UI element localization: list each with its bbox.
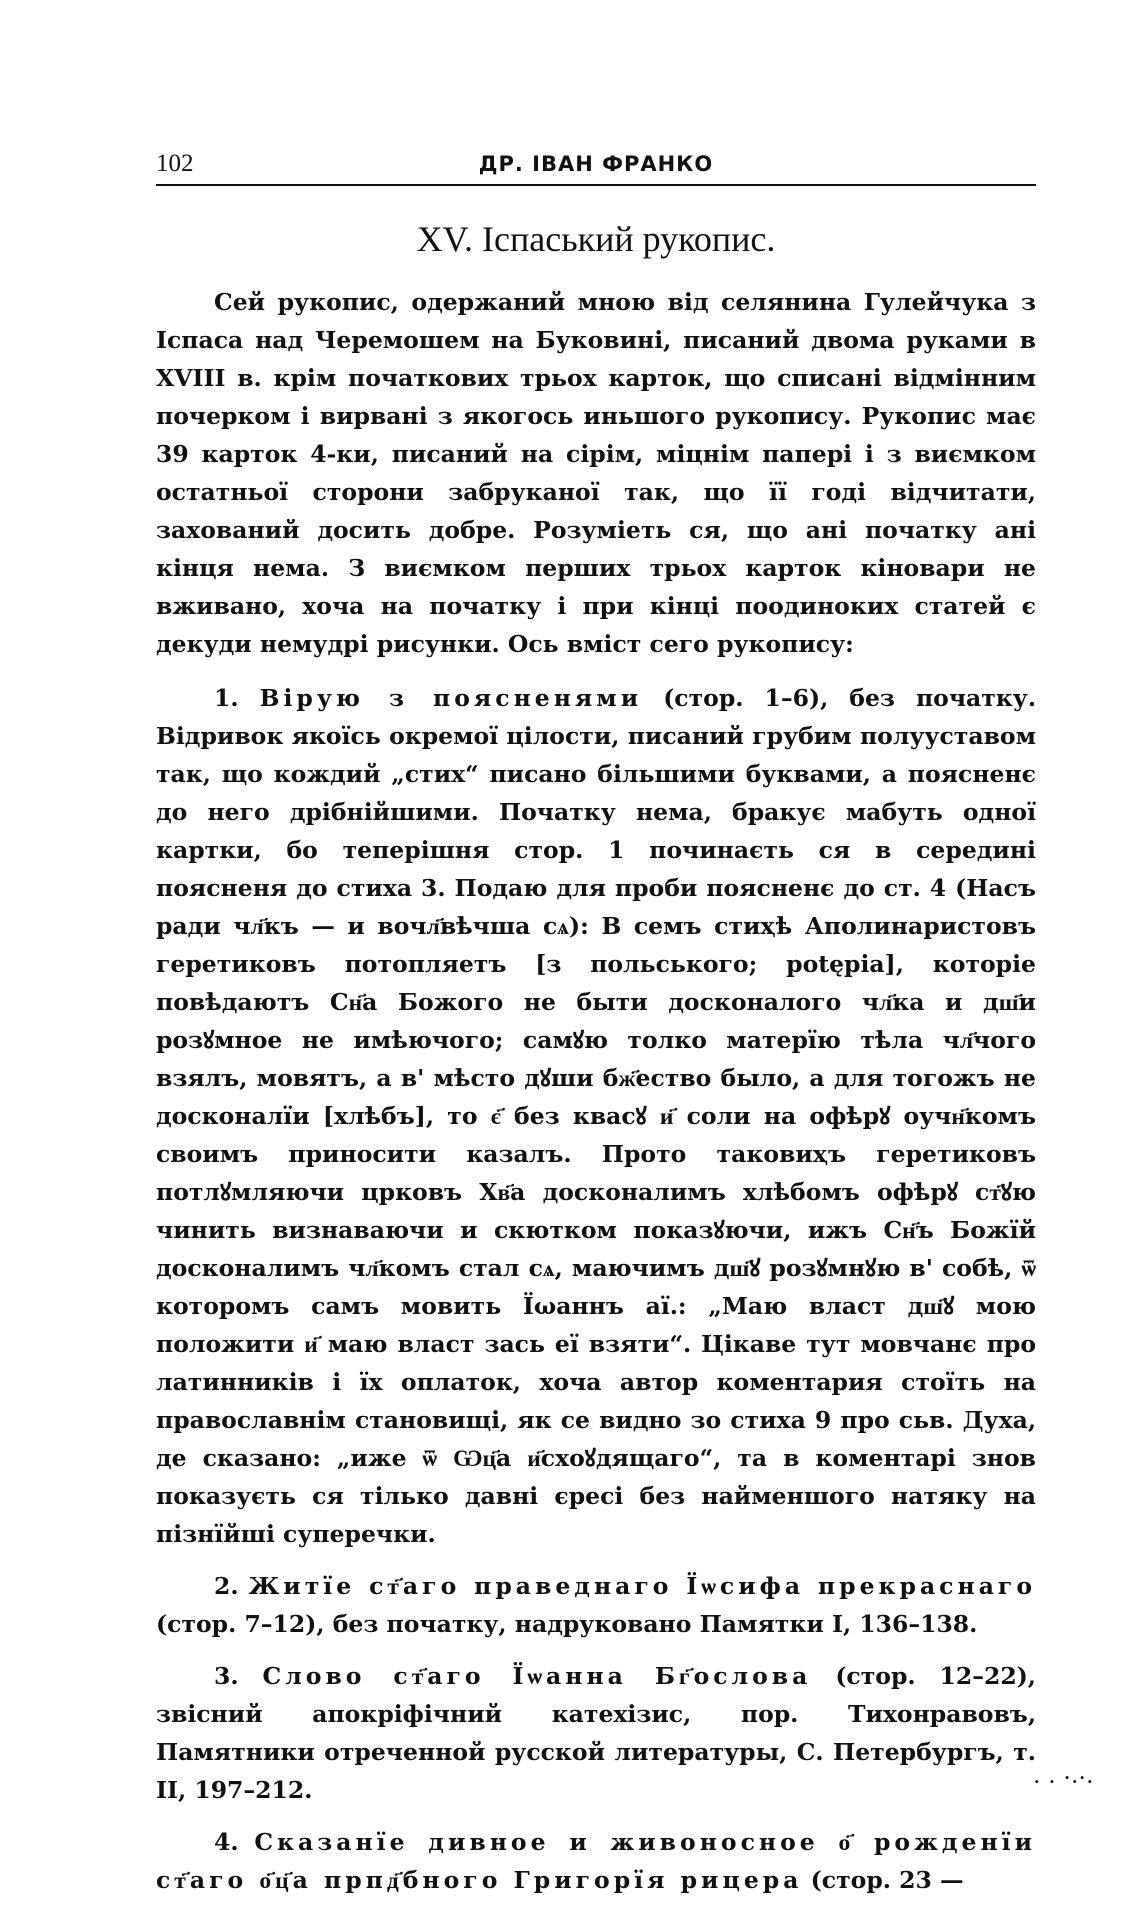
item-title: Слово ст҃аго Їѡанна Бг҃ослова [262, 1662, 812, 1690]
page-number: 102 [156, 150, 194, 177]
item-title: Житїе ст҃аго праведнаго Їѡсифа прекраснаго [248, 1572, 1036, 1600]
list-item [156, 1567, 1036, 1643]
intro-paragraph: Сей рукопис, одержаний мною від селянина Гулейчука з Іспаса над Черемошем на Буковині, писаний двома руками в XVIII в. крім початкових трьох карток, що списані відмінним почерком і вирвані з якогось иньшого рукопису. Рукопис має 39 карток 4-ки, писаний на сірім, міцнім папері і з виємком остатньої сторони забруканої так, що її годі відчитати, захований досить добре. Розуміеть ся, що ані початку ані кінця нема. З виємком перших трьох карток кіновари не вживано, хоча на початку і при кінці поодиноких статей є декуди немудрі рисунки. Ось вміст сего рукопису: [156, 288, 1036, 658]
list-item [156, 1823, 1036, 1899]
item-number: 4. [214, 1828, 239, 1856]
body-text [156, 283, 1036, 1913]
running-title: ДР. ІВАН ФРАНКО [478, 152, 714, 176]
section-heading: XV. Іспаський рукопис. [416, 219, 776, 259]
item-number: 3. [214, 1662, 239, 1690]
item-text: (стор. 7–12), без початку, надруковано Памятки I, 136–138. [156, 1610, 978, 1638]
running-head [156, 150, 1036, 186]
item-text: (стор. 23 — [810, 1866, 964, 1894]
printer-mark: . . ·.·. [1034, 1768, 1095, 1787]
item-title: Сказанїе дивное и живоносное о҃ рожденїи ст҃аго о҃ц҃а прпд҃бного Григорїя рицера [156, 1828, 1037, 1894]
item-number: 2. [214, 1572, 239, 1600]
item-title: Вірую з поясненями [259, 684, 643, 712]
item-number: 1. [214, 684, 239, 712]
list-item [156, 1657, 1036, 1809]
item-text: (стор. 1–6), без початку. Відривок якоїсь окремої цілости, писаний грубим полууставом так, що кождий „стих“ писано більшими буквами, а поясненє до него дрібнійшими. Початку нема, бракує мабуть одної картки, бо теперішня стор. 1 починаєть ся в середині поясненя до стиха 3. Подаю для проби поясненє до ст. 4 (Насъ ради чл҃къ — и вочл҃вѣчша сѧ): В семъ стиҳѣ Аполинаристовъ геретиковъ потопляетъ [з польського; potępia], которіе повѣдаютъ Сн҃а Божого не быти досконалого чл҃ка и дш҃и розꙋмное не имѣючого; самꙋю толко матерїю тѣла чл҃чого взялъ, мовятъ, а в' мѣсто дꙋши бж҃ество было, а для тогожъ не досконалїи [хлѣбъ], то є҃ без квасꙋ и҃ соли на офѣрꙋ оучн҃комъ своимъ приносити казалъ. Прото таковиҳъ геретиковъ потлꙋмляючи црковъ Хв҃а досконалимъ хлѣбомъ офѣрꙋ ст҃ꙋю чинить визнаваючи и скютком показꙋючи, ижъ Сн҃ъ Божїй досконалимъ чл҃комъ стал сѧ, маючимъ дш҃ꙋ розꙋмнꙋю в' собѣ, ѿ которомъ самъ мовить Їωаннъ аї.: „Маю власт дш҃ꙋ мою положити и҃ маю власт зась еї взяти“. Цікаве тут мовчанє про латинників і їх оплаток, хоча автор коментария стоїть на православнім становищі, як се видно зо стиха 9 про сьв. Духа, де сказано: „иже ѿ Ѡц҃а и҃схоꙋдящаго“, та в коментарі знов показуєть ся тілько давні єресі без найменшого натяку на пізнїйші суперечки. [156, 684, 1037, 1548]
item-text: (стор. 12–22), звісний апокріфічний катехізис, пор. Тихонравовъ, Памятники отреченной русской литературы, С. Петербургъ, т. II, 197–212. [156, 1662, 1036, 1804]
list-item [156, 679, 1036, 1553]
